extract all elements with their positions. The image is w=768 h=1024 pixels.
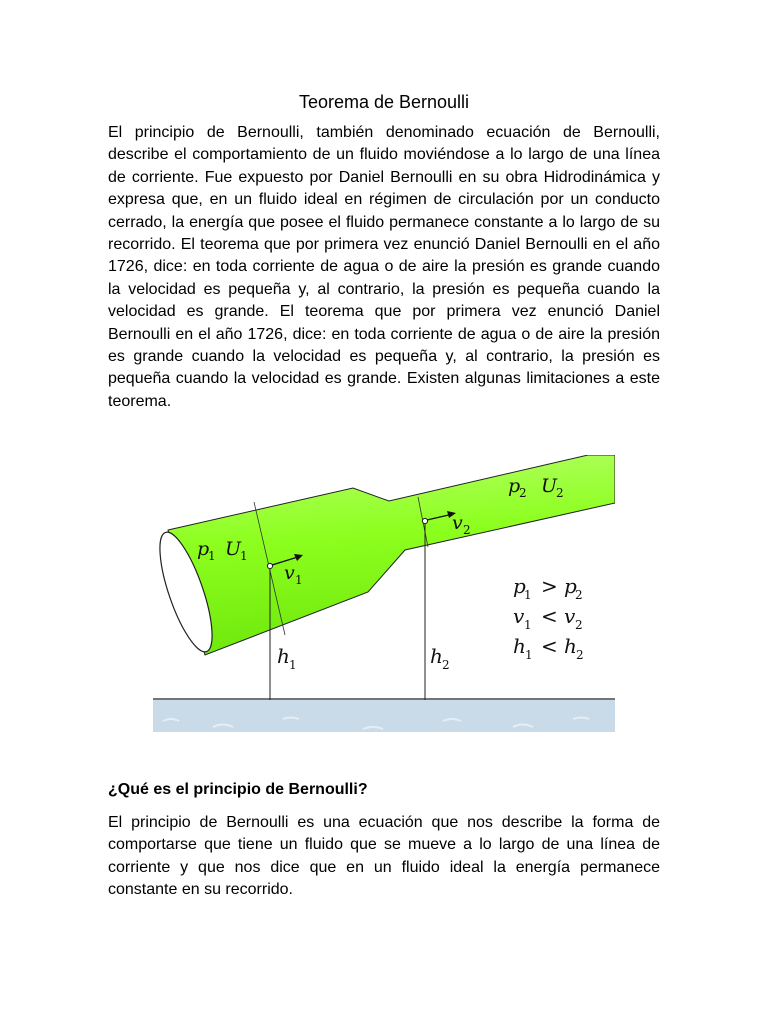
- label-h2-sub: 2: [442, 658, 450, 672]
- label-U2-sub: 2: [556, 486, 564, 500]
- label-U1: U: [225, 538, 242, 560]
- intro-paragraph: El principio de Bernoulli, también denominado ecuación de Bernoulli, describe el comportamiento de un fluido moviéndose a lo largo de una línea de corriente. Fue expuesto por Daniel Bernoulli en su obra Hidrodinámica y expresa que, en un fluido ideal en régimen de circulación por un conducto cerrado, la energía que posee el fluido permanece constante a lo largo de su recorrido. El teorema que por primera vez enunció Daniel Bernoulli en el año 1726, dice: en toda corriente de agua o de aire la presión es grande cuando la velocidad es pequeña y, al contrario, la presión es pequeña cuando la velocidad es grande. El teorema que por primera vez enunció Daniel Bernoulli en el año 1726, dice: en toda corriente de agua o de aire la presión es grande cuando la velocidad es pequeña y, al contrario, la presión es pequeña cuando la velocidad es grande. Existen algunas limitaciones a este teorema.: [108, 124, 660, 410]
- relation-1-operator: >: [541, 574, 558, 598]
- label-h1-sub: 1: [289, 658, 297, 672]
- relation-3-left: h: [513, 634, 526, 658]
- section-paragraph-wrapper: [108, 812, 660, 902]
- relation-1-right-sub: 2: [575, 588, 583, 602]
- label-p2: p: [508, 475, 521, 497]
- label-v1: v: [284, 562, 295, 584]
- velocity-point-2: [422, 518, 427, 523]
- relation-2-left-sub: 1: [524, 618, 532, 632]
- relation-2-operator: <: [541, 604, 558, 628]
- relation-1-left: p: [513, 574, 526, 598]
- relation-3-left-sub: 1: [525, 648, 533, 662]
- label-p2-sub: 2: [519, 486, 527, 500]
- label-h1: h: [277, 644, 290, 668]
- relation-1-left-sub: 1: [524, 588, 532, 602]
- relation-3-right-sub: 2: [576, 648, 584, 662]
- document-page: [108, 90, 660, 413]
- label-p1-sub: 1: [208, 549, 216, 563]
- relation-3: [513, 634, 584, 662]
- relation-1-right: p: [564, 574, 577, 598]
- label-v1-sub: 1: [295, 573, 303, 587]
- velocity-point-1: [267, 563, 272, 568]
- relation-2-right-sub: 2: [575, 618, 583, 632]
- label-v2: v: [452, 512, 463, 534]
- section-paragraph: El principio de Bernoulli es una ecuación que nos describe la forma de comportarse que tiene un fluido que se mueve a lo largo de una línea de corriente y que nos dice que en un fluido ideal la energía permanece constante en su recorrido.: [108, 814, 660, 899]
- label-p1: p: [197, 538, 210, 560]
- label-h2: h: [430, 644, 443, 668]
- relation-2-left: v: [513, 604, 525, 628]
- relation-2-right: v: [564, 604, 576, 628]
- label-U1-sub: 1: [240, 549, 248, 563]
- bernoulli-diagram-svg: [153, 455, 615, 735]
- relation-2: [513, 604, 583, 632]
- ground-surface: [153, 700, 615, 732]
- document-title: Teorema de Bernoulli: [298, 92, 470, 112]
- label-U2: U: [541, 475, 558, 497]
- bernoulli-diagram: [153, 455, 615, 735]
- relation-3-operator: <: [541, 634, 558, 658]
- section-heading: ¿Qué es el principio de Bernoulli?: [108, 781, 368, 798]
- relation-1: [513, 574, 583, 602]
- relation-3-right: h: [564, 634, 577, 658]
- label-v2-sub: 2: [463, 523, 471, 537]
